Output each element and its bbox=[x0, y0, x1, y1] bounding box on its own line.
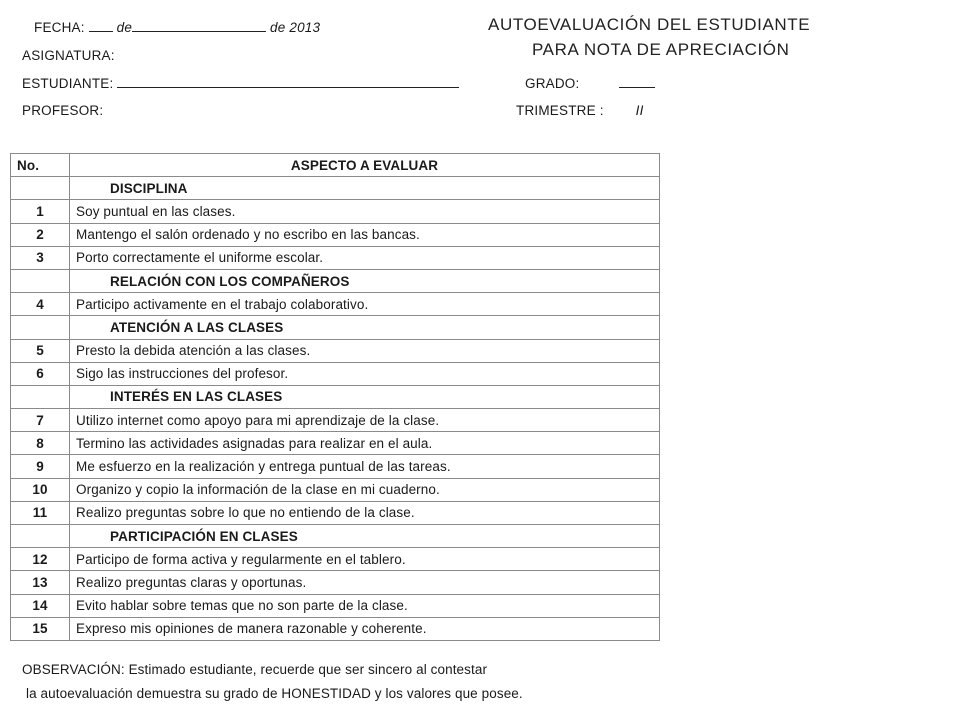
table-row bbox=[11, 432, 660, 455]
item-number: 1 bbox=[11, 200, 70, 223]
document-title-line2: PARA NOTA DE APRECIACIÓN bbox=[532, 40, 790, 59]
section-number-cell bbox=[11, 269, 70, 292]
table-row bbox=[11, 455, 660, 478]
estudiante-blank[interactable] bbox=[117, 76, 459, 88]
item-text: Sigo las instrucciones del profesor. bbox=[70, 362, 660, 385]
observation-line1: OBSERVACIÓN: Estimado estudiante, recuerde que ser sincero al contestar bbox=[22, 662, 488, 677]
section-number-cell bbox=[11, 525, 70, 548]
item-text: Participo activamente en el trabajo colaborativo. bbox=[70, 293, 660, 316]
table-body bbox=[11, 177, 660, 641]
section-row bbox=[11, 385, 660, 408]
section-row bbox=[11, 316, 660, 339]
item-number: 10 bbox=[11, 478, 70, 501]
item-text: Porto correctamente el uniforme escolar. bbox=[70, 246, 660, 269]
section-row bbox=[11, 525, 660, 548]
section-title: PARTICIPACIÓN EN CLASES bbox=[70, 525, 660, 548]
table-row bbox=[11, 246, 660, 269]
fecha-day-blank[interactable] bbox=[89, 20, 113, 32]
fecha-de-1: de bbox=[116, 20, 133, 35]
item-text: Me esfuerzo en la realización y entrega puntual de las tareas. bbox=[70, 455, 660, 478]
fecha-year: de 2013 bbox=[270, 20, 321, 35]
estudiante-line bbox=[22, 76, 459, 91]
observation-line2: la autoevaluación demuestra su grado de HONESTIDAD y los valores que posee. bbox=[26, 686, 523, 701]
item-text: Termino las actividades asignadas para realizar en el aula. bbox=[70, 432, 660, 455]
table-row bbox=[11, 339, 660, 362]
fecha-line bbox=[34, 20, 320, 35]
item-text: Evito hablar sobre temas que no son parte de la clase. bbox=[70, 594, 660, 617]
table-header-row bbox=[11, 154, 660, 177]
table-row bbox=[11, 478, 660, 501]
fecha-label: FECHA: bbox=[34, 20, 85, 35]
table-row bbox=[11, 548, 660, 571]
item-number: 13 bbox=[11, 571, 70, 594]
section-title: RELACIÓN CON LOS COMPAÑEROS bbox=[70, 269, 660, 292]
item-number: 14 bbox=[11, 594, 70, 617]
estudiante-label: ESTUDIANTE: bbox=[22, 76, 114, 91]
profesor-label: PROFESOR: bbox=[22, 103, 104, 118]
evaluation-table bbox=[10, 153, 660, 641]
fecha-month-blank[interactable] bbox=[132, 20, 266, 32]
section-title: INTERÉS EN LAS CLASES bbox=[70, 385, 660, 408]
item-text: Mantengo el salón ordenado y no escribo en las bancas. bbox=[70, 223, 660, 246]
table-row bbox=[11, 293, 660, 316]
section-number-cell bbox=[11, 177, 70, 200]
table-row bbox=[11, 594, 660, 617]
item-text: Expreso mis opiniones de manera razonable y coherente. bbox=[70, 617, 660, 640]
column-header-aspect: ASPECTO A EVALUAR bbox=[70, 154, 660, 177]
section-number-cell bbox=[11, 316, 70, 339]
item-number: 7 bbox=[11, 409, 70, 432]
item-number: 5 bbox=[11, 339, 70, 362]
item-number: 3 bbox=[11, 246, 70, 269]
item-number: 4 bbox=[11, 293, 70, 316]
item-number: 15 bbox=[11, 617, 70, 640]
asignatura-label: ASIGNATURA: bbox=[22, 48, 115, 63]
trimestre-value: II bbox=[635, 103, 644, 118]
grado-label: GRADO: bbox=[525, 76, 580, 91]
item-number: 9 bbox=[11, 455, 70, 478]
section-row bbox=[11, 269, 660, 292]
section-number-cell bbox=[11, 385, 70, 408]
item-number: 12 bbox=[11, 548, 70, 571]
document-title-line1: AUTOEVALUACIÓN DEL ESTUDIANTE bbox=[488, 15, 811, 34]
column-header-no: No. bbox=[11, 154, 70, 177]
table-row bbox=[11, 362, 660, 385]
grado-blank[interactable] bbox=[619, 76, 655, 88]
item-number: 8 bbox=[11, 432, 70, 455]
table-row bbox=[11, 409, 660, 432]
table-row bbox=[11, 617, 660, 640]
item-text: Soy puntual en las clases. bbox=[70, 200, 660, 223]
item-text: Realizo preguntas claras y oportunas. bbox=[70, 571, 660, 594]
item-text: Utilizo internet como apoyo para mi aprendizaje de la clase. bbox=[70, 409, 660, 432]
table-row bbox=[11, 571, 660, 594]
section-title: ATENCIÓN A LAS CLASES bbox=[70, 316, 660, 339]
item-text: Participo de forma activa y regularmente en el tablero. bbox=[70, 548, 660, 571]
grado-line bbox=[525, 76, 655, 91]
section-title: DISCIPLINA bbox=[70, 177, 660, 200]
item-number: 2 bbox=[11, 223, 70, 246]
item-text: Realizo preguntas sobre lo que no entiendo de la clase. bbox=[70, 501, 660, 524]
section-row bbox=[11, 177, 660, 200]
table-row bbox=[11, 200, 660, 223]
item-text: Presto la debida atención a las clases. bbox=[70, 339, 660, 362]
table-row bbox=[11, 223, 660, 246]
item-text: Organizo y copio la información de la clase en mi cuaderno. bbox=[70, 478, 660, 501]
trimestre-line bbox=[516, 103, 644, 118]
item-number: 6 bbox=[11, 362, 70, 385]
item-number: 11 bbox=[11, 501, 70, 524]
table-row bbox=[11, 501, 660, 524]
trimestre-label: TRIMESTRE : bbox=[516, 103, 604, 118]
